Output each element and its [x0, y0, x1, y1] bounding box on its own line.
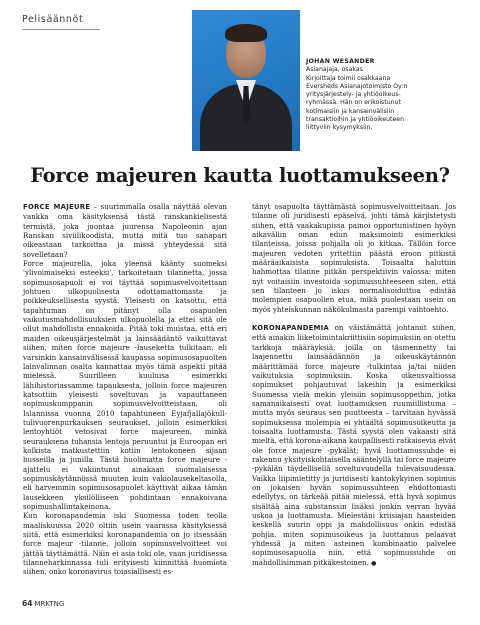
bio-line: Eversheds Asianajotoimisto Oy:n — [306, 82, 408, 90]
page-number: 64 — [22, 599, 33, 608]
bio-line: Kirjoittaja toimii osakkaana — [306, 74, 391, 82]
bio-line: liittyviin kysymyksiin. — [306, 124, 373, 132]
header-rule — [22, 29, 100, 30]
photo-hair — [225, 24, 267, 42]
paragraph-gap — [252, 314, 456, 323]
paragraph: Kun koronapandemia iski Suomessa toden teolla maaliskuussa 2020 oltiin usein vaarassa käsityksessä siitä, että esimerkiksi koronapandemia on jo itsessään force majeur -tilanne, jolloin sopimusvelvoitteet voi jättää täyttämättä. Näin ei asia toki ole, vaan juridisessa tilanneharkinnassa tuli erityisesti kiinnittää huomiota siihen, onko koronavirus toiasiallisesti es- — [23, 511, 227, 577]
paragraph — [23, 202, 227, 259]
article-title: Force majeuren kautta luottamukseen? — [30, 164, 450, 187]
paragraph-text: – suurimmalla osalla näyttää olevan vankka oma käsityksensä tästä ranskankielisestä termistä, joka juontaa juurensa Napoleonin ajan Ranskan siviilikoodista, mutta mitä tuo sanapari oikeastaan tarkoittaa ja missä yhteydessä sitä sovelletaan? — [23, 202, 227, 259]
bio-line: Asianajaja, osakas — [306, 66, 363, 74]
publication-name: MRKTNG — [34, 600, 65, 608]
left-column — [23, 202, 227, 577]
lead-in: KORONAPANDEMIA — [252, 324, 330, 333]
paragraph — [252, 323, 456, 568]
page-footer — [22, 599, 64, 608]
bio-line: ryhmässä. Hän on erikoistunut — [306, 99, 401, 107]
bio-line: kotimaisiin ja kansainvälisiin — [306, 107, 395, 115]
author-bio — [306, 58, 426, 133]
bio-line: transaktioihin ja yhtiöoikeuteen — [306, 116, 405, 124]
section-label: Pelisäännöt — [22, 14, 84, 25]
paragraph: Force majeurella, joka yleensä käänty suomeksi 'ylivoimaiseksi esteeksi', tarkoitetaan tilannetta, jossa sopimusosapuoli ei voi täyttää sopimusvelvoitettaan johtuen ulkopuolisesta odottamattomasta ja poikkeuksellisesta syystä. Yleisesti on katsottu, että tapahtuman on pitänyt olla osapuolen vaikutusmahdollisuuksien ulkopuolella ja ettei sitä ole ollut mahdollista ennakoida. Pitää toki muistaa, että eri maiden oikeusjärjestelmät ja lainsäädäntö vaikuttavat siihen, miten force majeure -lauseketta tulkitaan, eli varsinkin kansainvälisessä kaupassa sopimusosapuolten lainvalinnan osalta kannattaa myös tämä aspekti pitää mielessä. Suurilleen kuuluisa esimerkki lähihistoriassamme tapauksesta, jolloin force majeuren katsottiin yleisesti soveltuvan ja vapauttaneen sopimuskumppanin sopimusvelvoitteistaan, oli Islannissa vuonna 2010 tapahtuneen Eyjafjallajökull-tulivuorenpurkauksen seuraukset, jolloin esimerkiksi lentoyhtiöt vetosivat force majeureen, minkä seurauksena tuhansia lentoja peruuntui ja Euroopan eri kolkista matkustettiin kotiin lentokoneen sijaan busseilla ja junilla. Tästä huolimatta force majeure -ajattelu ei vakiintunut ainakaan suomalaisessa sopimuskäytännössä muuten kuin vakiolausekeltasolla, eli harvemmin sopimusosapuolet käyttivät aikaa tämän lausekkeen yksilölliseen pohdintaan ennakoivana sopimushallintakeinona. — [23, 259, 227, 511]
lead-in: FORCE MAJEURE — [23, 203, 91, 211]
author-photo — [192, 10, 300, 151]
paragraph-text: on väistämättä johtanut siihen, että ainakin liiketoimintakriittisiin sopimuksiin on otettu tarkkoja määräyksiä, joilla on täsmennetty tai laajennettu lainsäädännön ja oikeuskäytännön määrittämää force majeure -tulkintaa ja/tai niiden vaikutuksia sopimuksiin. Koska oikeusvaltiossa sopimukset pohjautuvat lakeihin ja esimerkiksi Suomessa vielä mekin yleisiin sopimusoppeihin, jotka samanaikaisesti ovat luottamuksen ruumiillistuma – mutta myös seuraus sen puutteesta – tarvitaan hyvässä sopimuksessa molempia ei yhtäältä sopimusoikeutta ja toisaalta luottamusta. Tästä syystä olen vakaasti sitä mieltä, että korona-aikana kaupallisesti ratkaisevia eivät ole force majeure -pykälät; hyvä luottamussuhde ei rakennu yksityiskohtaisella sääntelyllä tai force majeure -pykälän täydellisellä soveltuvuudella tulevaisuudessa. Vaikka liipimietitty ja juridisesti kantokykyinen sopimus on jokaisen hyvän sopimussuhteen ehdottomasti edellytys, on tärkeää pitää mielessä, että hyvä sopimus sisältää aina substanssin lisäksi jonkin verran hyvää uskoa ja luottamusta. Mielestäni kriisiajan haasteiden keskellä suurin oppi ja mahdollisuus onkin edistää pohjia, miten sopimusoikeus ja luottamus pelaavat yhdessä ja miten asteinen kombinaatio palvelee sopimusosapuolia niin, että sopimussuhde on mahdollisimman pitkäkestoinen. — [252, 323, 456, 567]
paragraph: tänyt osapuolta täyttämästä sopimusvelvoitteitaan. Jos tilanne oli juridisesti epäselvä, johti tämä kärjistetysti siihen, että vaakakupissa painoi opportunistinen hyöyn aikaväliin oman edun maksimointi esimerkiksi tilanteissa, joissa pohjalla oli jo kitkaa. Tällöin force majeuren vedoten yritettiin päästä eroon pitkistä määräaikaisista sopimuksista. Toisaalta haluttiin hahmottaa tilanne pitkän perspektiivin valossa: miten nyt voitaisiin investoida sopimussuhteeseen siten, että sen tilanteen jo iskus normalisoiduttua edistää molempien osapuolien etua, mikä puolestaan usein on myös yhteiskunnan näkökulmasta parempi vaihtoehto. — [252, 202, 456, 314]
right-column — [252, 202, 456, 568]
author-name: JOHAN WESANDER — [306, 58, 375, 65]
end-mark: ● — [371, 559, 377, 567]
bio-line: yritysjärjestely- ja yhtiöoikeus- — [306, 91, 401, 99]
